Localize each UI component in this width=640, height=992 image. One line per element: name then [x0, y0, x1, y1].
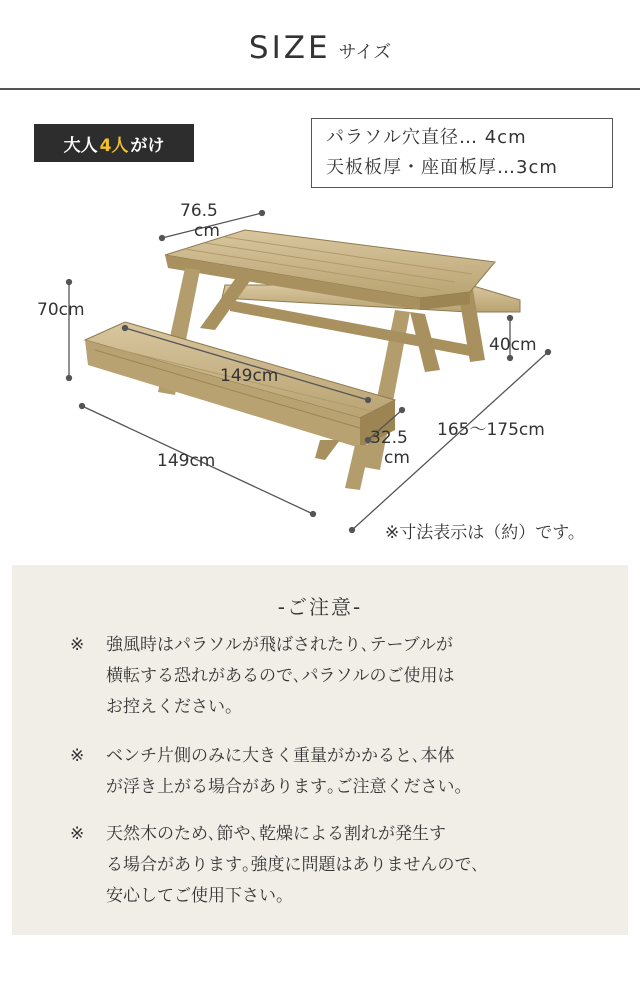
spec-board-thickness: 天板板厚・座面板厚…3cm: [326, 157, 558, 178]
caution-2-line-2: が浮き上がる場合があります｡ご注意ください。: [106, 777, 472, 797]
spec-parasol-hole: パラソル穴直径… 4cm: [326, 127, 527, 148]
caution-1-line-3: お控えください。: [106, 697, 242, 717]
specs-box: [311, 118, 613, 188]
caution-item-1: [70, 630, 455, 723]
caution-panel: [12, 565, 628, 935]
title-ja: サイズ: [338, 42, 392, 63]
dim-bench-depth-value: 32.5: [370, 428, 408, 448]
caution-item-2: [70, 741, 472, 803]
approx-note: ※寸法表示は（約）です。: [385, 523, 585, 543]
caution-3-line-1: 天然木のため､節や､乾燥による割れが発生す: [106, 824, 446, 844]
note-mark: ※: [70, 824, 85, 844]
capacity-suffix: がけ: [130, 135, 165, 156]
title-en: SIZE: [248, 30, 331, 66]
note-mark: ※: [70, 635, 85, 655]
caution-1-line-1: 強風時はパラソルが飛ばされたり､テーブルが: [106, 635, 453, 655]
dim-bench-length-top: 149cm: [220, 366, 279, 386]
title-divider: [0, 88, 640, 90]
page-title: [0, 30, 640, 66]
dim-table-depth: [180, 201, 220, 241]
caution-3-line-3: 安心してご使用下さい。: [106, 886, 293, 906]
capacity-number: 4人: [99, 135, 129, 156]
picnic-table-illustration: [0, 195, 640, 540]
caution-1-line-2: 横転する恐れがあるので､パラソルのご使用は: [106, 666, 455, 686]
dim-bench-depth: [370, 428, 410, 468]
dim-bench-depth-unit: cm: [384, 448, 410, 468]
capacity-prefix: 大人: [63, 135, 98, 156]
dim-table-depth-unit: cm: [194, 221, 220, 241]
dim-bench-length-bottom: 149cm: [157, 451, 216, 471]
caution-2-line-1: ベンチ片側のみに大きく重量がかかると､本体: [106, 746, 455, 766]
dim-table-depth-value: 76.5: [180, 201, 218, 221]
capacity-badge: [34, 124, 194, 162]
note-mark: ※: [70, 746, 85, 766]
dim-seat-height: 40cm: [489, 335, 537, 355]
caution-3-line-2: る場合があります｡強度に問題はありませんので､: [106, 855, 480, 875]
dim-overall-width: 165～175cm: [437, 420, 545, 440]
caution-item-3: [70, 819, 480, 912]
dim-height: 70cm: [37, 300, 85, 320]
caution-title: -ご注意-: [277, 595, 363, 619]
